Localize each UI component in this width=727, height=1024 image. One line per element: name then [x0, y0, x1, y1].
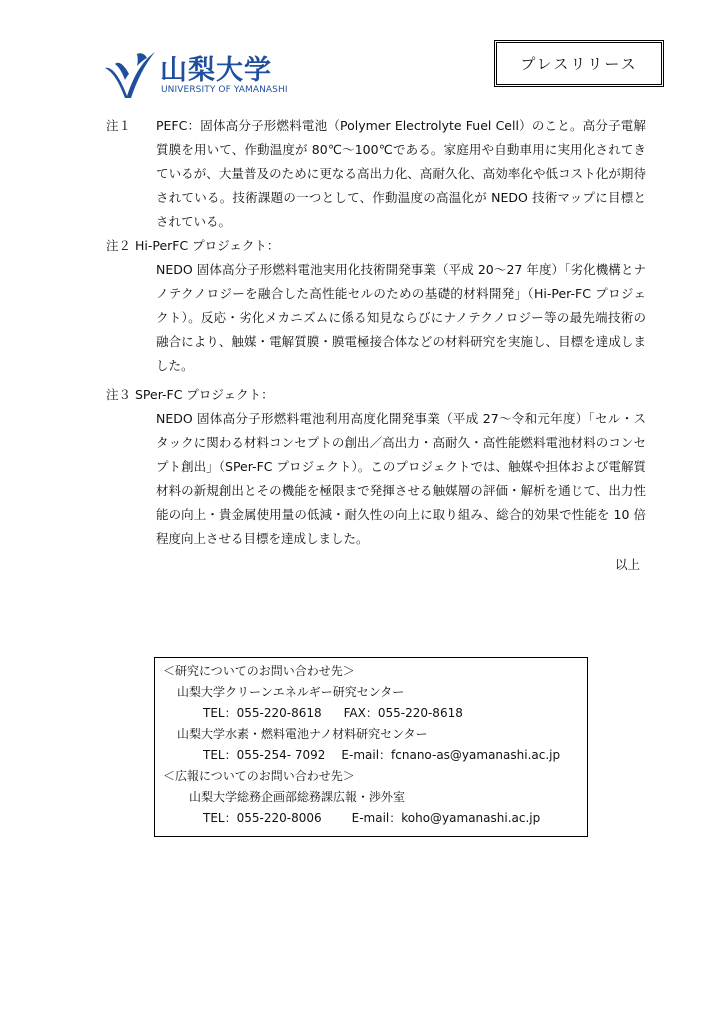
clean-energy-center-phones — [163, 703, 587, 724]
pr-office-tel: TEL：055-220-8006 — [203, 811, 322, 825]
note-3 — [106, 383, 646, 551]
pr-office-contacts — [163, 808, 587, 829]
fuel-cell-center-contacts — [163, 745, 587, 766]
fuel-cell-center-email[interactable]: E-mail：fcnano-as@yamanashi.ac.jp — [341, 748, 561, 762]
university-emblem-icon — [103, 50, 157, 100]
press-release-label: プレスリリース — [520, 55, 638, 73]
note-1-label: 注１ — [106, 118, 132, 133]
note-1 — [106, 114, 646, 234]
note-2-text: NEDO 固体高分子形燃料電池実用化技術開発事業（平成 20〜27 年度）「劣化機構とナノテクノロジーを融合した高性能セルのための基礎的材料開発」（Hi-Per-FC プロジェクト）。反応・劣化メカニズムに係る知見ならびにナノテクノロジー等の最先端技術の融合により、触媒・電解質膜・膜電極接合体などの材料研究を実施し、目標を達成しました。 — [156, 262, 646, 373]
logo-title: 山梨大学 — [160, 55, 272, 86]
clean-energy-center-fax: FAX：055-220-8618 — [343, 706, 463, 720]
research-contact-heading: ＜研究についてのお問い合わせ先＞ — [163, 664, 355, 678]
pr-contact-heading: ＜広報についてのお問い合わせ先＞ — [163, 769, 355, 783]
pr-office-email[interactable]: E-mail：koho@yamanashi.ac.jp — [351, 811, 541, 825]
note-3-text: NEDO 固体高分子形燃料電池利用高度化開発事業（平成 27〜令和元年度）「セル・スタックに関わる材料コンセプトの創出／高出力・高耐久・高性能燃料電池材料のコンセプト創出」（SPer-FC プロジェクト）。このプロジェクトでは、触媒や担体および電解質材料の新規創出とその機能を極限まで発揮させる触媒層の評価・解析を通じて、出力性能の向上・貴金属使用量の低減・耐久性の向上に取り組み、総合的効果で性能を 10 倍程度向上させる目標を達成しました。 — [156, 411, 646, 546]
contact-box — [154, 657, 588, 837]
note-1-text: PEFC：固体高分子形燃料電池（Polymer Electrolyte Fuel Cell）のこと。高分子電解質膜を用いて、作動温度が 80℃〜100℃である。家庭用や自動車用に実用化されてきているが、大量普及のために更なる高出力化、高耐久化、高効率化や低コスト化が期待されている。技術課題の一つとして、作動温度の高温化が NEDO 技術マップに目標とされている。 — [156, 118, 646, 229]
university-logo — [103, 48, 288, 102]
clean-energy-center-name: 山梨大学クリーンエネルギー研究センター — [177, 685, 405, 699]
closing-text: 以上 — [614, 557, 640, 572]
note-3-label: 注３ SPer-FC プロジェクト： — [106, 387, 274, 402]
note-2 — [106, 234, 646, 378]
fuel-cell-center-tel: TEL：055-254- 7092 — [203, 748, 326, 762]
clean-energy-center-tel: TEL：055-220-8618 — [203, 706, 322, 720]
fuel-cell-center-name: 山梨大学水素・燃料電池ナノ材料研究センター — [177, 727, 428, 741]
logo-subtitle: UNIVERSITY OF YAMANASHI — [161, 85, 288, 95]
pr-office-name: 山梨大学総務企画部総務課広報・渉外室 — [189, 790, 406, 804]
note-2-label: 注２ Hi-PerFC プロジェクト： — [106, 238, 280, 253]
press-release-box — [494, 40, 664, 87]
